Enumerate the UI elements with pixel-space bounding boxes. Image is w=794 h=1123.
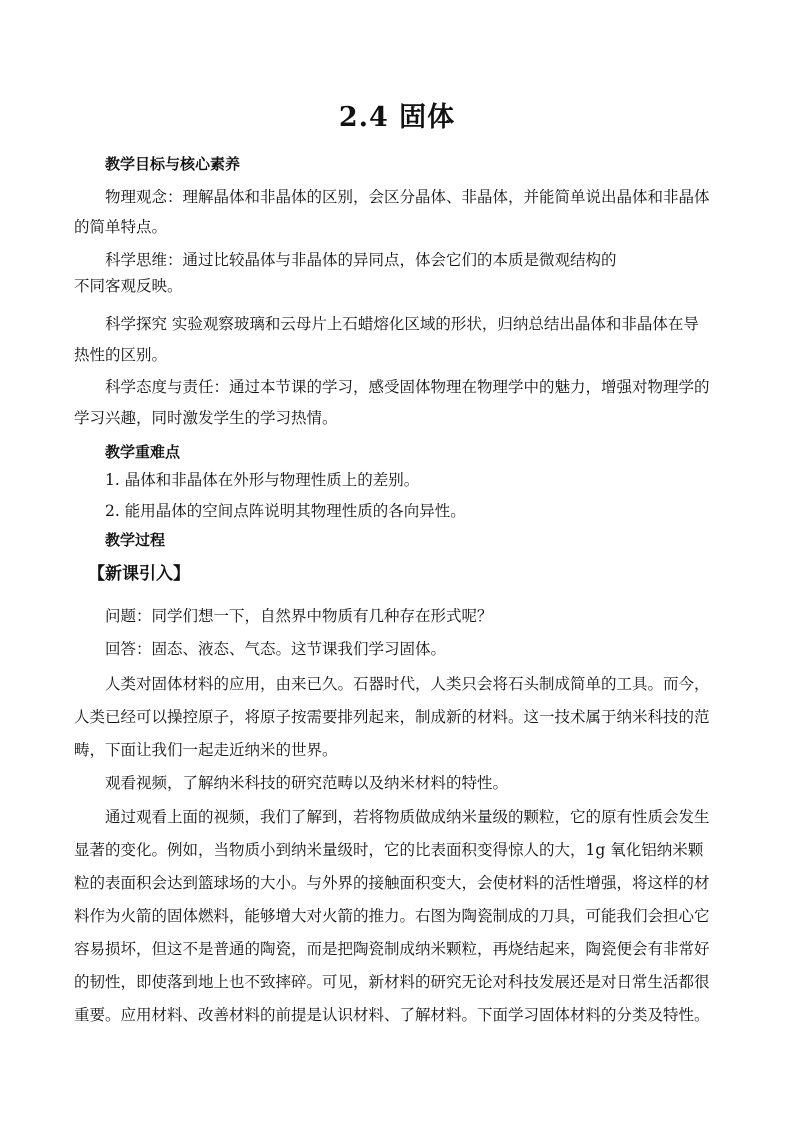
paragraph-2: 观看视频，了解纳米科技的研究范畴以及纳米材料的特性。 bbox=[105, 774, 509, 792]
paragraph-1-line-1: 人类对固体材料的应用，由来已久。石器时代，人类只会将石头制成简单的工具。而今， bbox=[105, 675, 710, 693]
intro-answer: 回答：固态、液态、气态。这节课我们学习固体。 bbox=[105, 640, 447, 658]
paragraph-3-line-5: 容易损坏，但这不是普通的陶瓷，而是把陶瓷制成纳米颗粒，再烧结起来，陶瓷便会有非常好 bbox=[74, 940, 710, 958]
key-point-2: 2. 能用晶体的空间点阵说明其物理性质的各向异性。 bbox=[105, 502, 466, 520]
paragraph-3-line-2: 显著的变化。例如，当物质小到纳米量级时，它的比表面积变得惊人的大，1g 氧化铝纳米颗 bbox=[74, 841, 704, 859]
subsection-heading-intro: 【新课引入】 bbox=[88, 564, 190, 584]
paragraph-3-line-4: 料作为火箭的固体燃料，能够增大对火箭的推力。右图为陶瓷制成的刀具，可能我们会担心它 bbox=[74, 907, 710, 925]
goal-scientific-thinking-cont: 不同客观反映。 bbox=[74, 277, 183, 295]
goal-attitude: 科学态度与责任：通过本节课的学习，感受固体物理在物理学中的魅力，增强对物理学的 bbox=[105, 378, 710, 396]
goal-scientific-inquiry: 科学探究 实验观察玻璃和云母片上石蜡熔化区域的形状，归纳总结出晶体和非晶体在导 bbox=[105, 315, 699, 333]
paragraph-3-line-6: 的韧性，即使落到地上也不致摔碎。可见，新材料的研究无论对科技发展还是对日常生活都很 bbox=[74, 973, 710, 991]
intro-question: 问题：同学们想一下，自然界中物质有几种存在形式呢？ bbox=[105, 607, 493, 625]
section-heading-goals: 教学目标与核心素养 bbox=[105, 155, 241, 173]
goal-scientific-inquiry-cont: 热性的区别。 bbox=[74, 346, 168, 364]
paragraph-1-line-3: 畴，下面让我们一起走近纳米的世界。 bbox=[74, 741, 338, 759]
page-title: 2.4 固体 bbox=[338, 102, 456, 133]
key-point-1: 1. 晶体和非晶体在外形与物理性质上的差别。 bbox=[105, 471, 420, 489]
section-heading-process: 教学过程 bbox=[105, 531, 166, 549]
paragraph-3-line-3: 粒的表面积会达到篮球场的大小。与外界的接触面积变大，会使材料的活性增强，将这样的材 bbox=[74, 874, 710, 892]
paragraph-3-line-1: 通过观看上面的视频，我们了解到，若将物质做成纳米量级的颗粒，它的原有性质会发生 bbox=[105, 808, 710, 826]
goal-attitude-cont: 学习兴趣，同时激发学生的学习热情。 bbox=[74, 409, 338, 427]
paragraph-3-line-7: 重要。应用材料、改善材料的前提是认识材料、了解材料。下面学习固体材料的分类及特性。 bbox=[74, 1006, 710, 1024]
paragraph-1-line-2: 人类已经可以操控原子，将原子按需要排列起来，制成新的材料。这一技术属于纳米科技的范 bbox=[74, 708, 710, 726]
goal-scientific-thinking: 科学思维：通过比较晶体与非晶体的异同点，体会它们的本质是微观结构的 bbox=[105, 251, 617, 269]
section-heading-key-points: 教学重难点 bbox=[105, 443, 181, 461]
goal-physics-concept: 物理观念：理解晶体和非晶体的区别，会区分晶体、非晶体，并能简单说出晶体和非晶体 bbox=[105, 188, 710, 206]
goal-physics-concept-cont: 的简单特点。 bbox=[74, 218, 168, 236]
